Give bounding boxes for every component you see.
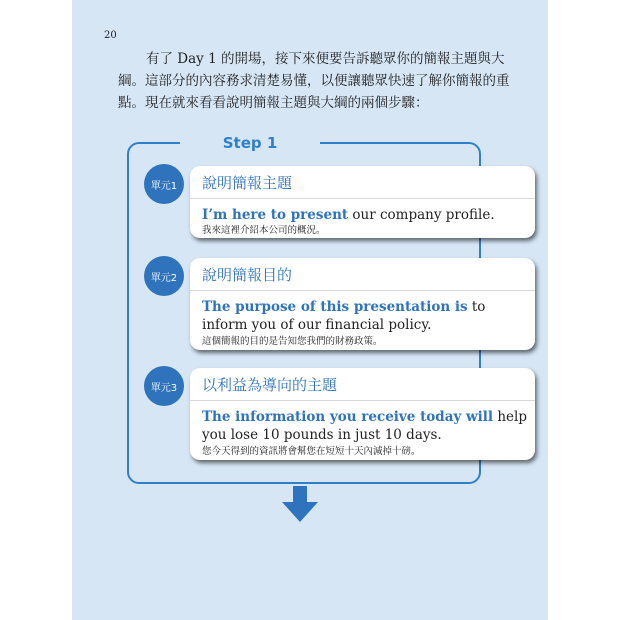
unit-chinese-3: 您今天得到的資訊將會幫您在短短十天內減掉十磅。 bbox=[202, 446, 421, 457]
card-divider bbox=[190, 290, 535, 291]
card-divider bbox=[190, 400, 535, 401]
unit-chinese-2: 這個簡報的目的是告知您我們的財務政策。 bbox=[202, 336, 383, 347]
card-divider bbox=[190, 198, 535, 199]
unit-badge-1: 單元1 bbox=[144, 164, 184, 204]
unit-english-rest-3: help you lose 10 pounds in just 10 days. bbox=[202, 409, 527, 443]
unit-english-2 bbox=[202, 298, 527, 334]
unit-card-3 bbox=[190, 368, 535, 460]
unit-english-highlight-1: I’m here to present bbox=[202, 207, 349, 223]
unit-badge-2: 單元2 bbox=[144, 256, 184, 296]
unit-english-rest-2: to inform you of our financial policy. bbox=[202, 299, 486, 333]
page-number: 20 bbox=[104, 30, 117, 41]
unit-card-2 bbox=[190, 258, 535, 350]
unit-english-3 bbox=[202, 408, 527, 444]
unit-english-highlight-3: The information you receive today will bbox=[202, 409, 494, 425]
arrow-down-icon bbox=[282, 486, 318, 522]
unit-heading-3: 以利益為導向的主題 bbox=[202, 376, 338, 394]
unit-english-rest-1: our company profile. bbox=[348, 207, 495, 223]
page bbox=[72, 0, 548, 620]
unit-chinese-1: 我來這裡介紹本公司的概況。 bbox=[202, 225, 326, 236]
step-title: Step 1 bbox=[180, 134, 320, 152]
unit-heading-2: 說明簡報目的 bbox=[202, 266, 293, 284]
intro-paragraph: 有了 Day 1 的開場，接下來便要告訴聽眾你的簡報主題與大綱。這部分的內容務求清楚易懂，以便讓聽眾快速了解你簡報的重點。現在就來看看說明簡報主題與大綱的兩個步驟： bbox=[118, 51, 510, 111]
unit-english-highlight-2: The purpose of this presentation is bbox=[202, 299, 468, 315]
unit-card-1 bbox=[190, 166, 535, 238]
unit-heading-1: 說明簡報主題 bbox=[202, 174, 293, 192]
unit-badge-3: 單元3 bbox=[144, 366, 184, 406]
